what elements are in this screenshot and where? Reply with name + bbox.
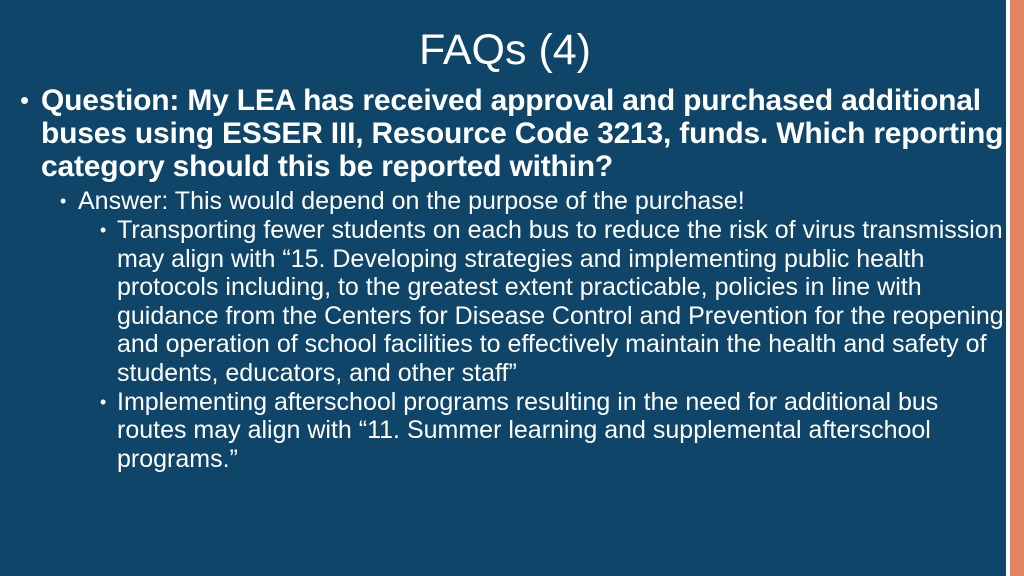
slide-accent-border — [1010, 0, 1024, 576]
bullet-icon: • — [20, 85, 29, 115]
slide-title: FAQs (4) — [418, 26, 592, 74]
bullet-icon: • — [100, 220, 107, 240]
bullet-icon: • — [100, 391, 107, 412]
sub-point-text: Transporting fewer students on each bus to reduce the risk of virus transmission may align with “15. Developing strategies and implementing public health protocols including, to the greatest extent practicable, policies in line with guidance from the Centers for Disease Control and Prevention for the reopening and operation of school facilities to effectively maintain the health and safety of students, educators, and other staff” — [117, 216, 1004, 387]
slide-content — [20, 84, 1005, 473]
answer-text: Answer: This would depend on the purpose of the purchase! — [78, 187, 745, 215]
answer-item — [20, 187, 1005, 216]
question-item — [20, 84, 1005, 183]
bullet-icon: • — [60, 191, 67, 211]
sub-point-item — [20, 216, 1005, 388]
sub-point-item — [20, 388, 1005, 474]
question-text: Question: My LEA has received approval and purchased additional buses using ESSER III, Resource Code 3213, funds. Which reporting category should this be reported within? — [41, 84, 1004, 183]
sub-point-text: Implementing afterschool programs resulting in the need for additional bus routes may align with “11. Summer learning and supplemental afterschool programs.” — [117, 387, 939, 473]
